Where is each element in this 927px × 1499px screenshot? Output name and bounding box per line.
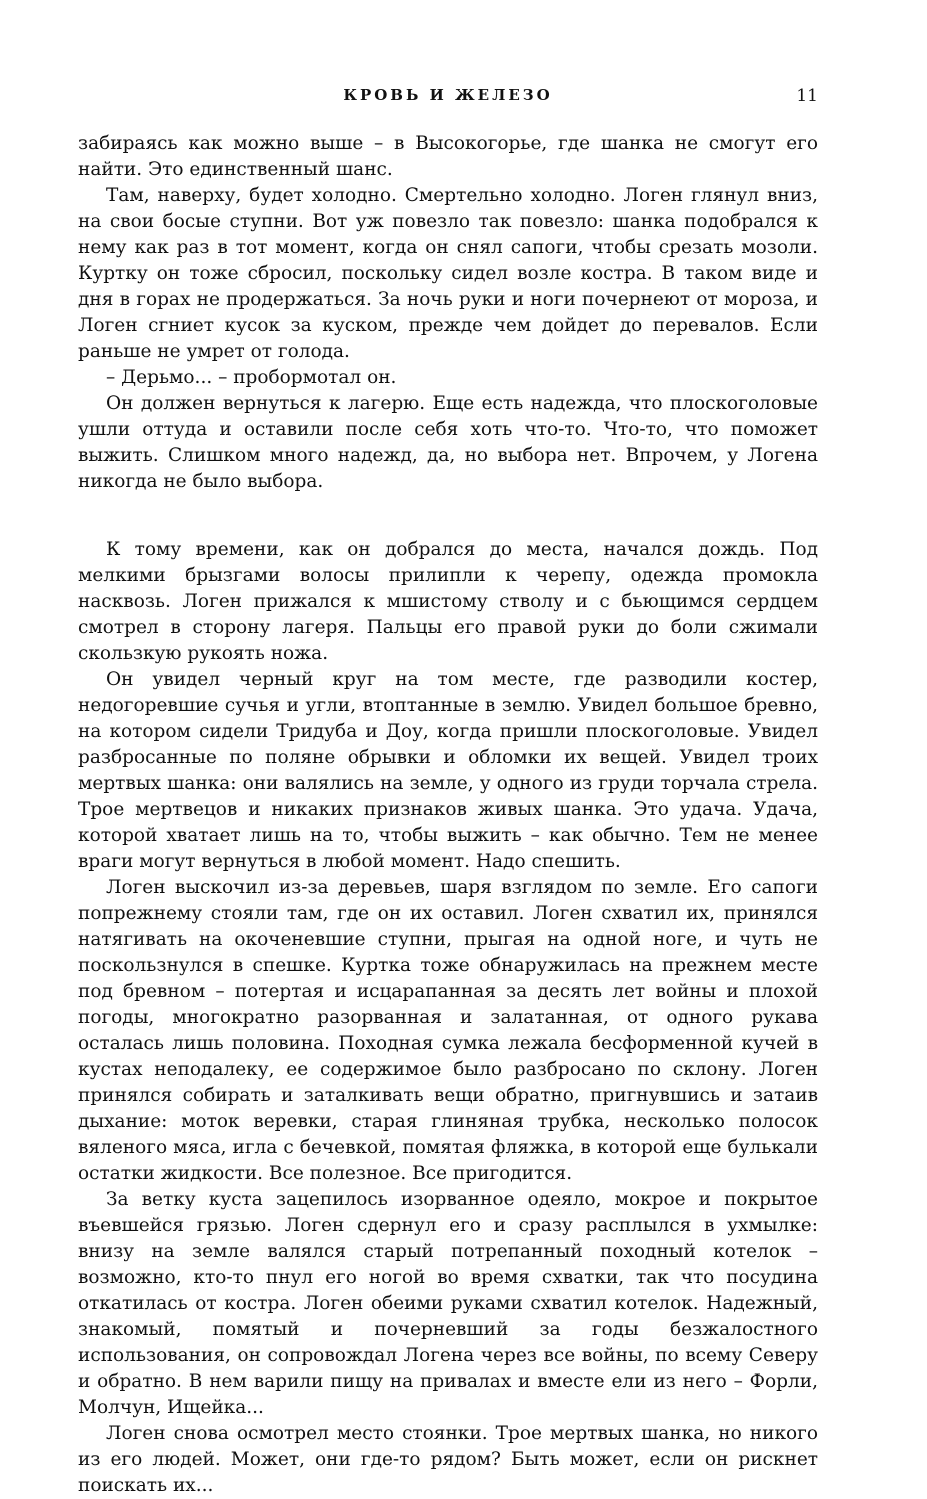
- paragraph: Логен выскочил из-за деревьев, шаря взглядом по земле. Его сапоги попрежнему стояли там, где он их оставил. Логен схватил их, принялся натягивать на окоченевшие ступни, прыгая на одной ноге, и чуть не поскользнулся в спешке. Куртка тоже обнаружилась на прежнем месте под бревном – потертая и исцарапанная за десять лет войны и плохой погоды, многократно разорванная и залатанная, от одного рукава осталась лишь половина. Походная сумка лежала бесформенной кучей в кустах неподалеку, ее содержимое было разбросано по склону. Логен принялся собирать и заталкивать вещи обратно, пригнувшись и затаив дыхание: моток веревки, старая глиняная трубка, несколько полосок вяленого мяса, игла с бечевкой, помятая фляжка, в которой еще булькали остатки жидкости. Все полезное. Все пригодится.: [78, 877, 818, 1184]
- paragraph: К тому времени, как он добрался до места, начался дождь. Под мелкими брызгами волосы прилипли к черепу, одежда промокла насквозь. Логен прижался к мшистому стволу и с бьющимся сердцем смотрел в сторону лагеря. Пальцы его правой руки до боли сжимали скользкую рукоять ножа.: [78, 539, 818, 664]
- running-head: [78, 86, 818, 110]
- page-number: 11: [796, 86, 818, 106]
- running-title: КРОВЬ И ЖЕЛЕЗО: [343, 86, 553, 104]
- paragraph: Он увидел черный круг на том месте, где разводили костер, недогоревшие сучья и угли, втоптанные в землю. Увидел большое бревно, на котором сидели Тридуба и Доу, когда пришли плоскоголовые. Увидел разбросанные по поляне обрывки и обломки их вещей. Увидел троих мертвых шанка: они валялись на земле, у одного из груди торчала стрела. Трое мертвецов и никаких признаков живых шанка. Это удача. Удача, которой хватает лишь на то, чтобы выжить – как обычно. Тем не менее враги могут вернуться в любой момент. Надо спешить.: [78, 669, 818, 872]
- section-break: [78, 495, 818, 537]
- paragraph: забираясь как можно выше – в Высокогорье, где шанка не смогут его найти. Это единственный шанс.: [78, 133, 818, 180]
- paragraph: За ветку куста зацепилось изорванное одеяло, мокрое и покрытое въевшейся грязью. Логен сдернул его и сразу расплылся в ухмылке: внизу на земле валялся старый потрепанный походный котелок – возможно, кто-то пнул его ногой во время схватки, так что посудина откатилась от костра. Логен обеими руками схватил котелок. Надежный, знакомый, помятый и почерневший за годы безжалостного использования, он сопровождал Логена через все войны, по всему Северу и обратно. В нем варили пищу на привалах и вместе ели из него – Форли, Молчун, Ищейка...: [78, 1189, 818, 1418]
- body-text: [78, 131, 818, 1499]
- paragraph: – Дерьмо... – пробормотал он.: [106, 367, 397, 388]
- paragraph: Логен снова осмотрел место стоянки. Трое мертвых шанка, но никого из его людей. Может, они где-то рядом? Быть может, если он рискнет поискать их...: [78, 1423, 818, 1496]
- paragraph: Там, наверху, будет холодно. Смертельно холодно. Логен глянул вниз, на свои босые ступни. Вот уж повезло так повезло: шанка подобрался к нему как раз в тот момент, когда он снял сапоги, чтобы срезать мозоли. Куртку он тоже сбросил, поскольку сидел возле костра. В таком виде и дня в горах не продержаться. За ночь руки и ноги почернеют от мороза, и Логен сгниет кусок за куском, прежде чем дойдет до перевалов. Если раньше не умрет от голода.: [78, 185, 818, 362]
- paragraph: Он должен вернуться к лагерю. Еще есть надежда, что плоскоголовые ушли оттуда и оставили после себя хоть что-то. Что-то, что поможет выжить. Слишком много надежд, да, но выбора нет. Впрочем, у Логена никогда не было выбора.: [78, 393, 818, 492]
